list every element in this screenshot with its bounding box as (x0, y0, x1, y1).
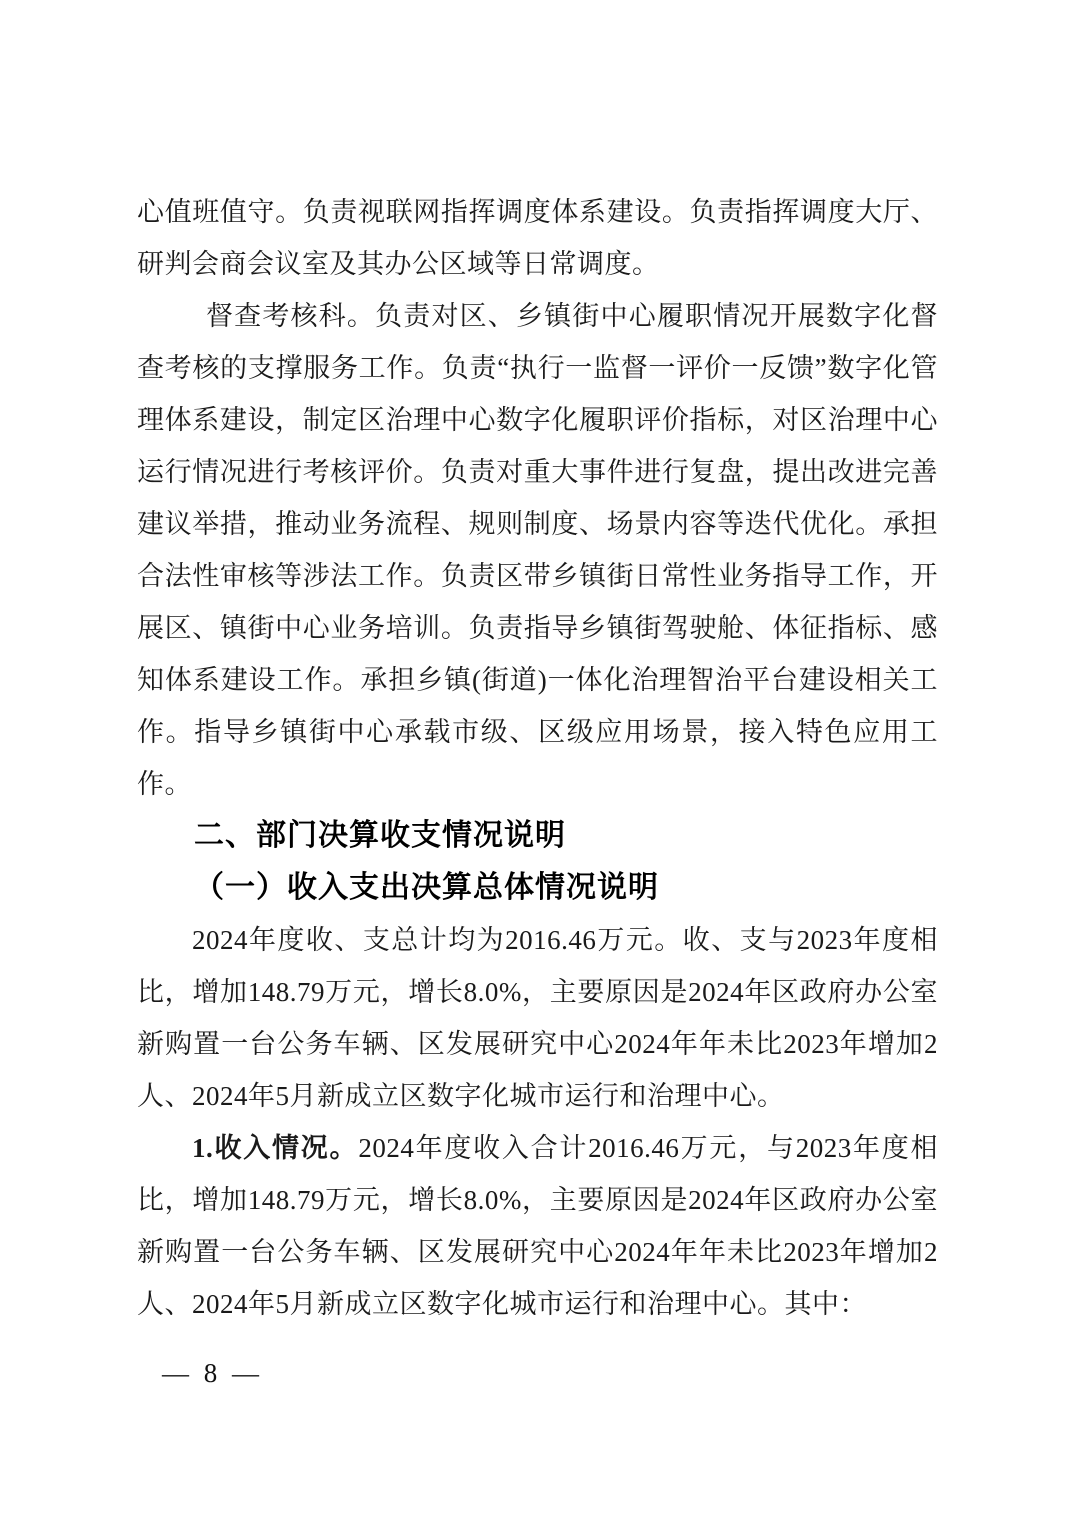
income-situation-text: 2024年度收入合计2016.46万元，与2023年度相比，增加148.79万元，增长8.0%，主要原因是2024年区政府办公室新购置一台公务车辆、区发展研究中心2024年年未比2023年增加2人、2024年5月新成立区数字化城市运行和治理中心。其中： (137, 1133, 939, 1319)
paragraph-supervision-section: 督查考核科。负责对区、乡镇街中心履职情况开展数字化督查考核的支撑服务工作。负责“执行一监督一评价一反馈”数字化管理体系建设，制定区治理中心数字化履职评价指标，对区治理中心运行情况进行考核评价。负责对重大事件进行复盘，提出改进完善建议举措，推动业务流程、规则制度、场景内容等迭代优化。承担合法性审核等涉法工作。负责区带乡镇街日常性业务指导工作，开展区、镇街中心业务培训。负责指导乡镇街驾驶舱、体征指标、感知体系建设工作。承担乡镇(街道)一体化治理智治平台建设相关工作。指导乡镇街中心承载市级、区级应用场景，接入特色应用工作。 (137, 301, 938, 799)
subsection-heading-income-expenditure: （一）收入支出决算总体情况说明 (194, 871, 659, 904)
text-block (137, 186, 938, 1330)
page-number: — 8 — (162, 1358, 263, 1388)
paragraph-budget-totals: 2024年度收、支总计均为2016.46万元。收、支与2023年度相比，增加148.79万元，增长8.0%，主要原因是2024年区政府办公室新购置一台公务车辆、区发展研究中心2024年年未比2023年增加2人、2024年5月新成立区数字化城市运行和治理中心。 (137, 925, 938, 1111)
paragraph-continuation: 心值班值守。负责视联网指挥调度体系建设。负责指挥调度大厅、研判会商会议室及其办公区域等日常调度。 (137, 197, 938, 279)
paragraph-income-detail (137, 1122, 938, 1330)
section-heading-budget-overview: 二、部门决算收支情况说明 (194, 819, 566, 852)
income-situation-label: 1.收入情况。 (192, 1133, 359, 1163)
